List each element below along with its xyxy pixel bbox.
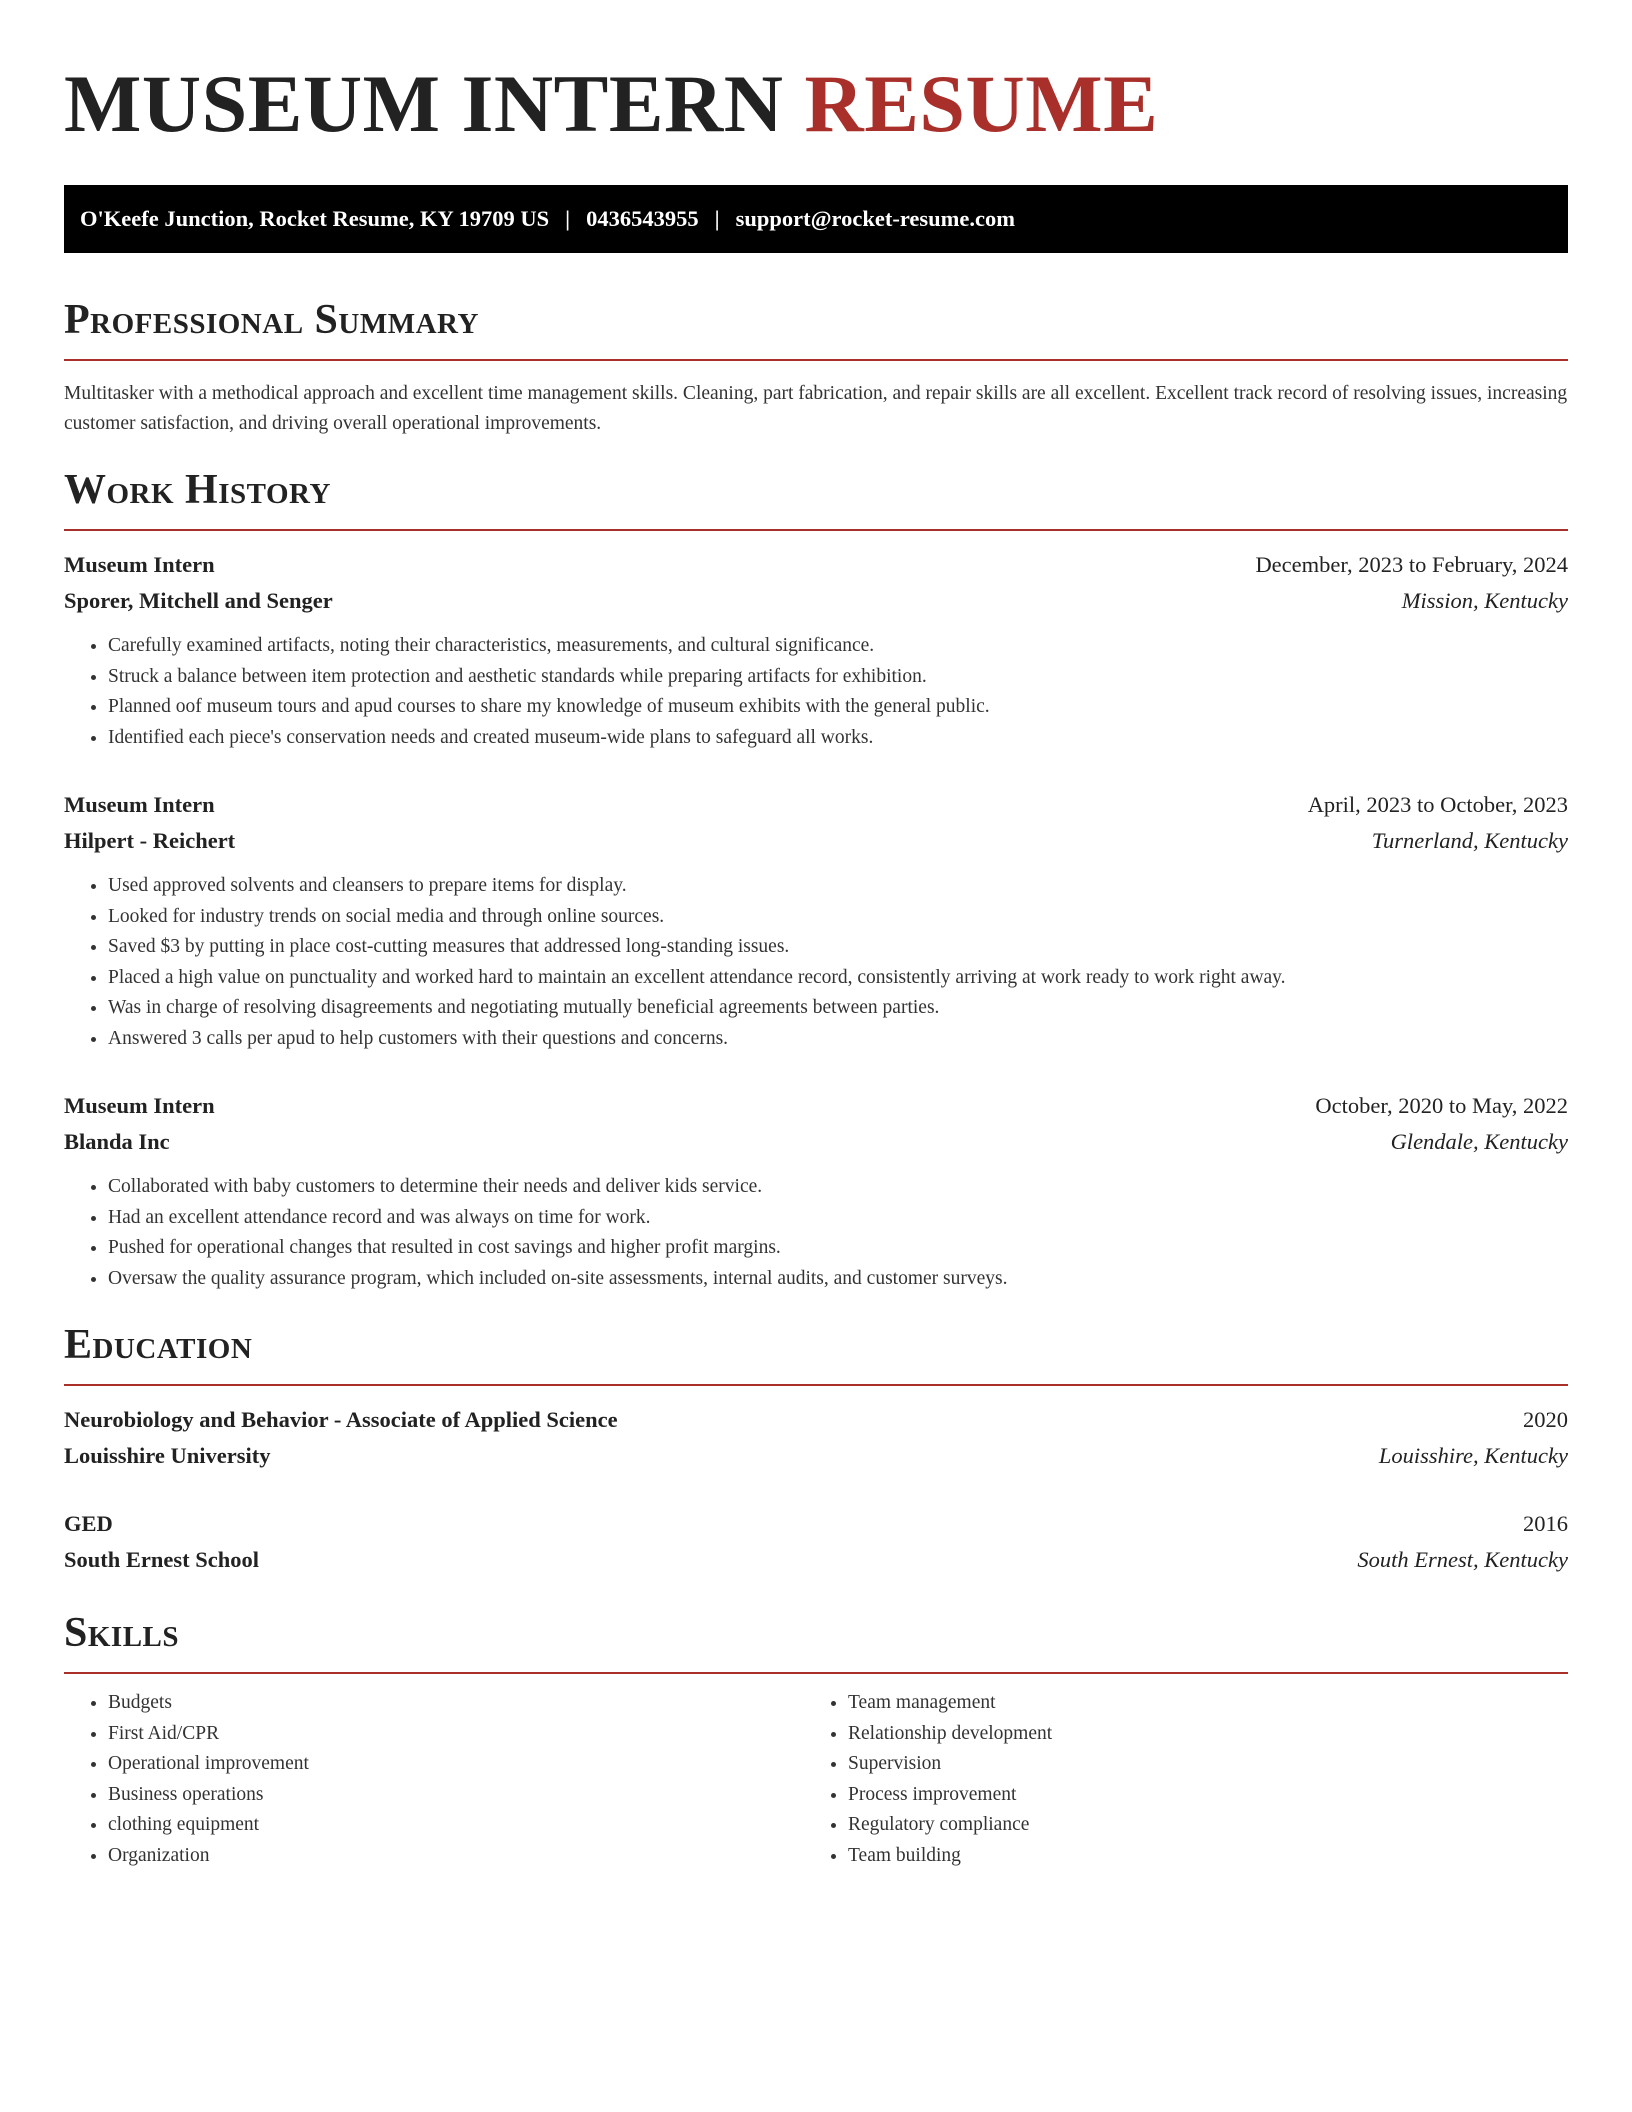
education-header-row <box>64 1506 1568 1542</box>
school-name: Louisshire University <box>64 1443 271 1468</box>
skill-item: • Organization <box>108 1841 804 1872</box>
work-history-section <box>64 465 1568 1294</box>
skill-item: • Operational improvement <box>108 1749 804 1780</box>
work-history-heading: Work History <box>64 467 331 513</box>
list-item: • Identified each piece's conservation needs and created museum-wide plans to safeguard all works. <box>108 723 1568 754</box>
list-item: • Answered 3 calls per apud to help customers with their questions and concerns. <box>108 1024 1568 1055</box>
skill-item: • Process improvement <box>848 1780 1544 1811</box>
list-item: • Was in charge of resolving disagreements and negotiating mutually beneficial agreements between parties. <box>108 993 1568 1024</box>
section-divider <box>64 1384 1568 1386</box>
list-item: • Oversaw the quality assurance program, which included on-site assessments, internal audits, and customer surveys. <box>108 1264 1568 1295</box>
job-title: Museum Intern <box>64 1093 215 1118</box>
list-item: • Used approved solvents and cleansers to prepare items for display. <box>108 871 1568 902</box>
list-item: • Struck a balance between item protection and aesthetic standards while preparing artifacts for exhibition. <box>108 662 1568 693</box>
contact-phone: 0436543955 <box>586 206 699 231</box>
list-item: • Looked for industry trends on social media and through online sources. <box>108 902 1568 933</box>
education-heading: Education <box>64 1322 253 1368</box>
job-location: Turnerland, Kentucky <box>1371 828 1568 853</box>
job-dates: December, 2023 to February, 2024 <box>1255 552 1568 577</box>
skills-section <box>64 1608 1568 1871</box>
job-header-row <box>64 787 1568 823</box>
contact-separator: | <box>714 206 720 231</box>
graduation-year: 2016 <box>1523 1511 1568 1536</box>
skill-item: • Team management <box>848 1688 1544 1719</box>
job-dates: April, 2023 to October, 2023 <box>1307 792 1568 817</box>
job-header-row <box>64 1088 1568 1124</box>
contact-bar <box>64 185 1568 253</box>
list-item: • Collaborated with baby customers to determine their needs and deliver kids service. <box>108 1172 1568 1203</box>
job-entry <box>64 1088 1568 1294</box>
resume-title <box>64 56 1568 152</box>
degree-name: Neurobiology and Behavior - Associate of Applied Science <box>64 1407 618 1432</box>
job-company: Blanda Inc <box>64 1129 170 1154</box>
skill-item: • Supervision <box>848 1749 1544 1780</box>
summary-heading: Professional Summary <box>64 297 479 343</box>
skill-item: • Relationship development <box>848 1719 1544 1750</box>
skill-item: • Regulatory compliance <box>848 1810 1544 1841</box>
job-company: Hilpert - Reichert <box>64 828 236 853</box>
job-header-row <box>64 547 1568 583</box>
title-accent: RESUME <box>804 58 1159 149</box>
job-company: Sporer, Mitchell and Senger <box>64 588 333 613</box>
section-divider <box>64 1672 1568 1674</box>
job-entry <box>64 547 1568 753</box>
skill-item: • Team building <box>848 1841 1544 1872</box>
title-main: MUSEUM INTERN <box>64 58 784 149</box>
education-section <box>64 1320 1568 1578</box>
contact-email: support@rocket-resume.com <box>735 206 1015 231</box>
list-item: • Saved $3 by putting in place cost-cutting measures that addressed long-standing issues. <box>108 932 1568 963</box>
skill-item: • clothing equipment <box>108 1810 804 1841</box>
skills-heading: Skills <box>64 1610 180 1656</box>
education-school-row <box>64 1542 1568 1578</box>
skills-columns <box>64 1688 1568 1871</box>
job-location: Glendale, Kentucky <box>1390 1129 1568 1154</box>
degree-name: GED <box>64 1511 113 1536</box>
school-name: South Ernest School <box>64 1547 260 1572</box>
job-company-row <box>64 583 1568 619</box>
summary-section <box>64 295 1568 439</box>
job-title: Museum Intern <box>64 792 215 817</box>
section-divider <box>64 359 1568 361</box>
job-company-row <box>64 823 1568 859</box>
job-duties <box>64 1172 1568 1294</box>
skill-item: • Business operations <box>108 1780 804 1811</box>
skills-list-left <box>64 1688 804 1871</box>
job-dates: October, 2020 to May, 2022 <box>1315 1093 1568 1118</box>
education-entry <box>64 1402 1568 1474</box>
graduation-year: 2020 <box>1523 1407 1568 1432</box>
job-location: Mission, Kentucky <box>1401 588 1568 613</box>
list-item: • Had an excellent attendance record and was always on time for work. <box>108 1203 1568 1234</box>
contact-separator: | <box>565 206 571 231</box>
skills-list-right <box>804 1688 1544 1871</box>
job-title: Museum Intern <box>64 552 215 577</box>
school-location: South Ernest, Kentucky <box>1357 1547 1568 1572</box>
job-entry <box>64 787 1568 1054</box>
job-duties <box>64 871 1568 1054</box>
section-divider <box>64 529 1568 531</box>
education-entry <box>64 1506 1568 1578</box>
education-header-row <box>64 1402 1568 1438</box>
job-duties <box>64 631 1568 753</box>
list-item: • Placed a high value on punctuality and worked hard to maintain an excellent attendance record, consistently arriving at work ready to work right away. <box>108 963 1568 994</box>
skill-item: • First Aid/CPR <box>108 1719 804 1750</box>
education-school-row <box>64 1438 1568 1474</box>
list-item: • Carefully examined artifacts, noting their characteristics, measurements, and cultural significance. <box>108 631 1568 662</box>
skill-item: • Budgets <box>108 1688 804 1719</box>
list-item: • Planned oof museum tours and apud courses to share my knowledge of museum exhibits with the general public. <box>108 692 1568 723</box>
list-item: • Pushed for operational changes that resulted in cost savings and higher profit margins. <box>108 1233 1568 1264</box>
contact-address: O'Keefe Junction, Rocket Resume, KY 19709 US <box>80 206 550 231</box>
summary-text: Multitasker with a methodical approach and excellent time management skills. Cleaning, part fabrication, and repair skills are all excellent. Excellent track record of resolving issues, increasing customer satisfaction, and driving overall operational improvements. <box>64 383 1568 434</box>
school-location: Louisshire, Kentucky <box>1378 1443 1568 1468</box>
job-company-row <box>64 1124 1568 1160</box>
